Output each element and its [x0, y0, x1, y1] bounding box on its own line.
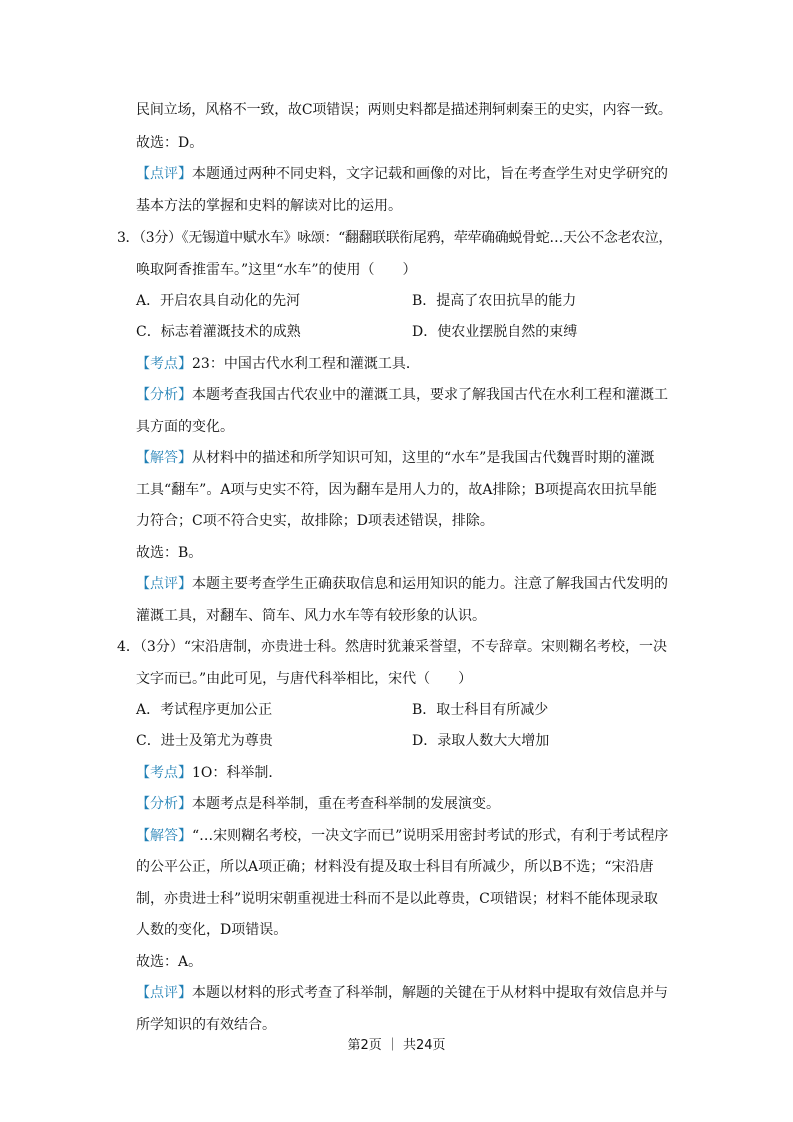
- q3-option-a: A．开启农具自动化的先河: [136, 293, 301, 309]
- page-footer: 第2页 ｜ 共24页: [347, 1038, 446, 1053]
- q4-option-d: D．录取人数大大增加: [412, 733, 550, 749]
- text-line: 故选：B。: [136, 545, 203, 561]
- text-line: 力符合；C项不符合史实，故排除；D项表述错误，排除。: [136, 513, 494, 529]
- text-line: 故选：D。: [136, 135, 204, 151]
- fenxi-paragraph: 【分析】本题考查我国古代农业中的灌溉工具，要求了解我国古代在水利工程和灌溉工: [136, 387, 668, 403]
- text-line: 制，亦贵进士科”说明宋朝重视进士科而不是以此尊贵，C项错误；材料不能体现录取: [136, 891, 658, 907]
- text-line: 所学知识的有效结合。: [136, 1017, 276, 1033]
- q3-option-d: D．使农业摆脱自然的束缚: [412, 324, 578, 340]
- question-4-stem: 4．（3分）“宋沿唐制，亦贵进士科。然唐时犹兼采誉望，不专辞章。宋则糊名考校，一决: [117, 639, 667, 655]
- comment-tag: 【点评】: [136, 985, 192, 1001]
- q4-option-a: A．考试程序更加公正: [136, 702, 273, 718]
- comment-paragraph: 【点评】本题通过两种不同史料，文字记载和画像的对比，旨在考查学生对史学研究的: [136, 166, 668, 182]
- text-line: 具方面的变化。: [136, 419, 234, 435]
- text-line: 灌溉工具，对翻车、筒车、风力水车等有较形象的认识。: [136, 608, 486, 624]
- fenxi-tag: 【分析】: [136, 796, 192, 812]
- kaodian-tag: 【考点】: [136, 356, 192, 372]
- jieda-paragraph: 【解答】“…宋则糊名考校，一决文字而已”说明采用密封考试的形式，有利于考试程序: [136, 828, 669, 844]
- text-line: 的公平公正，所以A项正确；材料没有提及取士科目有所减少，所以B不选；“宋沿唐: [136, 859, 654, 875]
- q4-option-b: B．取士科目有所减少: [412, 702, 549, 718]
- question-3-stem: 3．（3分）《无锡道中赋水车》咏颂：“翻翻联联衔尾鸦，荦荦确确蜕骨蛇…天公不念老农泣，: [117, 230, 672, 246]
- comment-paragraph: 【点评】本题主要考查学生正确获取信息和运用知识的能力。注意了解我国古代发明的: [136, 576, 668, 592]
- comment-tag: 【点评】: [136, 576, 192, 592]
- text-line: 唤取阿香推雷车。”这里“水车”的使用（ ）: [136, 262, 417, 278]
- text-line: 基本方法的掌握和史料的解读对比的运用。: [136, 198, 402, 214]
- fenxi-tag: 【分析】: [136, 387, 192, 403]
- comment-tag: 【点评】: [136, 166, 192, 182]
- q3-option-b: B．提高了农田抗旱的能力: [412, 293, 577, 309]
- kaodian-paragraph: 【考点】1O：科举制．: [136, 765, 283, 781]
- text-line: 人数的变化，D项错误。: [136, 922, 288, 938]
- text-line: 工具“翻车”。A项与史实不符，因为翻车是用人力的，故A排除；B项提高农田抗旱能: [136, 482, 657, 498]
- jieda-tag: 【解答】: [136, 450, 192, 466]
- q3-option-c: C．标志着灌溉技术的成熟: [136, 324, 301, 340]
- kaodian-tag: 【考点】: [136, 765, 192, 781]
- text-line: 文字而已。”由此可见，与唐代科举相比，宋代（ ）: [136, 671, 473, 687]
- kaodian-paragraph: 【考点】23：中国古代水利工程和灌溉工具．: [136, 356, 420, 372]
- jieda-paragraph: 【解答】从材料中的描述和所学知识可知，这里的“水车”是我国古代魏晋时期的灌溉: [136, 450, 655, 466]
- text-line: 故选：A。: [136, 954, 203, 970]
- jieda-tag: 【解答】: [136, 828, 192, 844]
- text-line: 民间立场，风格不一致，故C项错误；两则史料都是描述荆轲刺秦王的史实，内容一致。: [136, 102, 672, 118]
- q4-option-c: C．进士及第尤为尊贵: [136, 733, 273, 749]
- fenxi-paragraph: 【分析】本题考点是科举制，重在考查科举制的发展演变。: [136, 796, 500, 812]
- comment-paragraph: 【点评】本题以材料的形式考查了科举制，解题的关键在于从材料中提取有效信息并与: [136, 985, 668, 1001]
